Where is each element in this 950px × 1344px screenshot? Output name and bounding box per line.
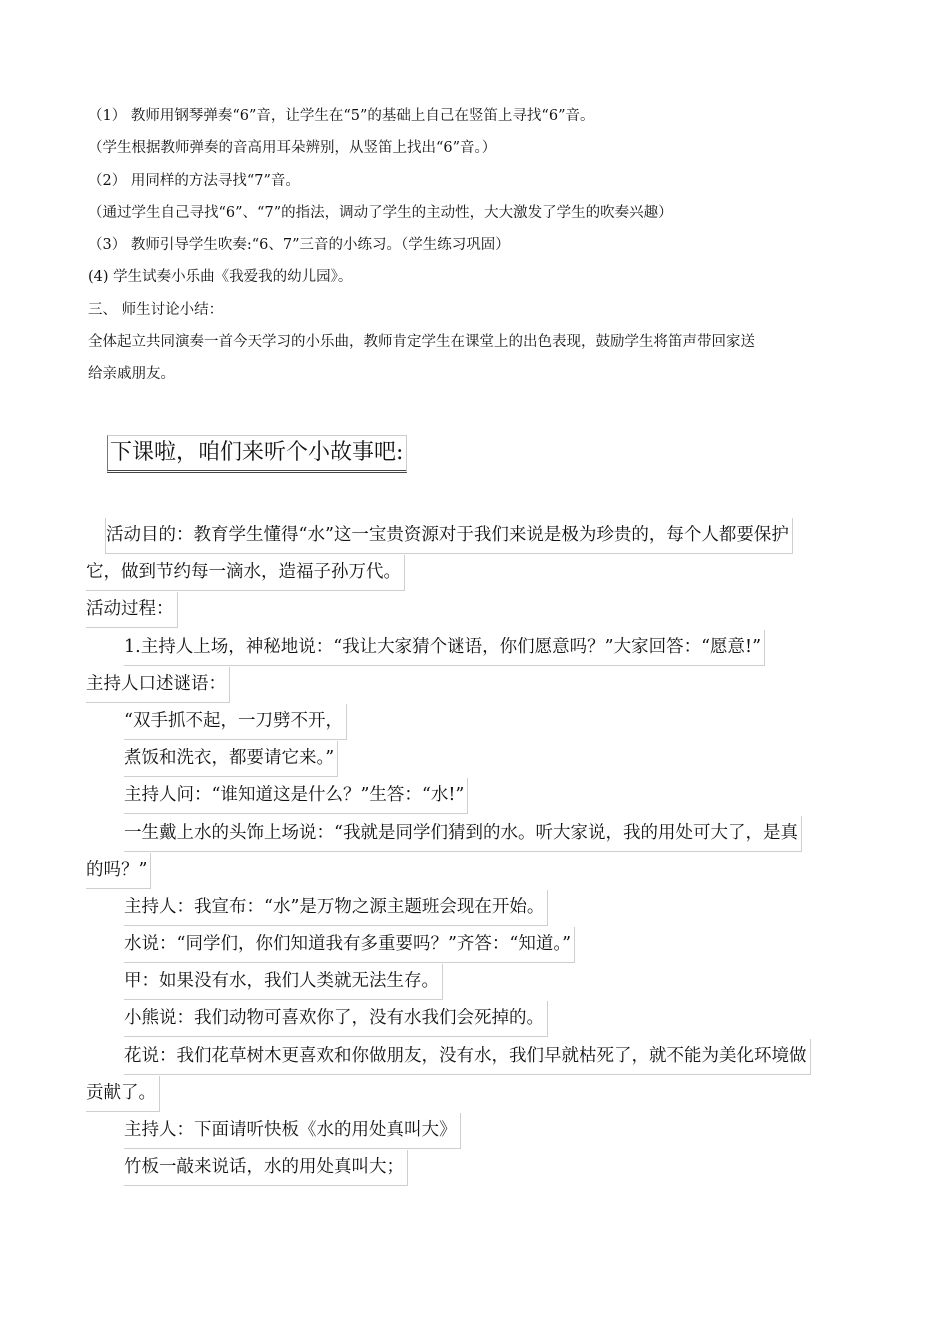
bear-line: 小熊说：我们动物可喜欢你了，没有水我们会死掉的。 [86, 1001, 876, 1038]
host-announce-line: 主持人：我宣布：“水”是万物之源主题班会现在开始。 [86, 890, 876, 927]
purpose-line-1: 活动目的：教育学生懂得“水”这一宝贵资源对于我们来说是极为珍贵的，每个人都要保护 [86, 518, 876, 555]
summary-text-line-1: 全体起立共同演奏一首今天学习的小乐曲，教师肯定学生在课堂上的出色表现，鼓励学生将笛声带回家送 [88, 334, 755, 351]
riddle-line-1: “双手抓不起，一刀劈不开， [86, 704, 876, 741]
jia-line: 甲：如果没有水，我们人类就无法生存。 [86, 964, 876, 1001]
step-2-note: （通过学生自己寻找“6”、“7”的指法，调动了学生的主动性，大大激发了学生的吹奏兴趣） [88, 204, 673, 221]
story-heading: 下课啦，咱们来听个小故事吧: [107, 435, 407, 473]
step-4-line: (4) 学生试奏小乐曲《我爱我的幼儿园》。 [88, 269, 353, 286]
step-1-note: （学生根据教师弹奏的音高用耳朵辨别，从竖笛上找出“6”音。） [88, 140, 497, 157]
host-kuaiban-line: 主持人：下面请听快板《水的用处真叫大》 [86, 1113, 876, 1150]
purpose-line-2: 它，做到节约每一滴水，造福子孙万代。 [86, 555, 876, 592]
story-section [86, 518, 876, 1187]
riddle-intro-line: 主持人口述谜语： [86, 667, 876, 704]
flower-line-1: 花说：我们花草树木更喜欢和你做朋友，没有水，我们早就枯死了，就不能为美化环境做 [86, 1039, 876, 1076]
lesson-steps-section [88, 100, 878, 391]
summary-text-line-2: 给亲戚朋友。 [88, 366, 175, 383]
summary-heading: 三、 师生讨论小结： [88, 301, 224, 318]
step-1-line: （1） 教师用钢琴弹奏“6”音，让学生在“5”的基础上自己在竖笛上寻找“6”音。 [88, 108, 595, 124]
step-3-line: （3） 教师引导学生吹奏:“6、7”三音的小练习。（学生练习巩固） [88, 237, 510, 254]
riddle-line-2: 煮饭和洗衣，都要请它来。” [86, 741, 876, 778]
water-enters-line-2: 的吗？” [86, 853, 876, 890]
water-enters-line-1: 一生戴上水的头饰上场说：“我就是同学们猜到的水。听大家说，我的用处可大了，是真 [86, 816, 876, 853]
flower-line-2: 贡献了。 [86, 1076, 876, 1113]
kuaiban-line-1: 竹板一敲来说话，水的用处真叫大； [86, 1150, 876, 1187]
water-says-line: 水说：“同学们，你们知道我有多重要吗？”齐答：“知道。” [86, 927, 876, 964]
host-question-line: 主持人问：“谁知道这是什么？”生答：“水!” [86, 778, 876, 815]
host-enters-line: 1.主持人上场，神秘地说：“我让大家猜个谜语，你们愿意吗？”大家回答：“愿意!” [86, 630, 876, 667]
process-heading: 活动过程： [86, 592, 876, 629]
step-2-line: （2） 用同样的方法寻找“7”音。 [88, 172, 300, 189]
